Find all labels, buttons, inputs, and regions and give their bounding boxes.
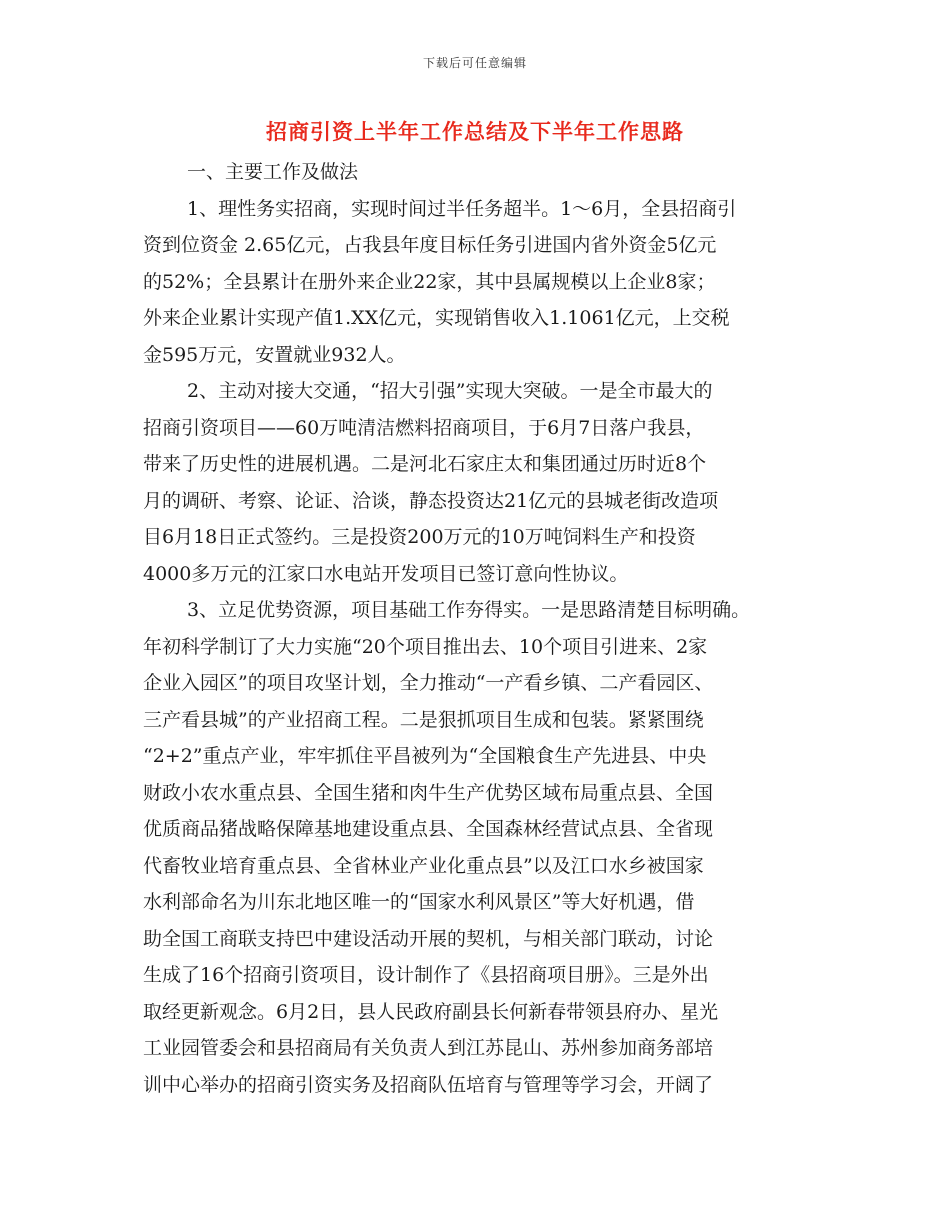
body-line: 优质商品猪战略保障基地建设重点县、全国森林经营试点县、全省现: [143, 818, 714, 840]
body-line: 财政小农水重点县、全国生猪和肉牛生产优势区域布局重点县、全国: [143, 781, 714, 804]
body-line: 外来企业累计实现产值1.XX亿元，实现销售收入1.1061亿元，上交税: [143, 307, 730, 329]
body-line: 4000多万元的江家口水电站开发项目已签订意向性协议。: [143, 562, 629, 585]
body-line: 招商引资项目——60万吨清洁燃料招商项目，于6月7日落户我县，: [143, 416, 705, 439]
body-line: 带来了历史性的进展机遇。二是河北石家庄太和集团通过历时近8个: [143, 453, 707, 475]
body-line: 训中心举办的招商引资实务及招商队伍培育与管理等学习会，开阔了: [143, 1073, 714, 1096]
header-note: 下载后可任意编辑: [422, 56, 527, 70]
body-line: 工业园管委会和县招商局有关负责人到江苏昆山、苏州参加商务部培: [143, 1037, 714, 1059]
body-line: 生成了16个招商引资项目，设计制作了《县招商项目册》。三是外出: [143, 964, 709, 986]
body-line: 金595万元，安置就业932人。: [143, 343, 406, 366]
body-line: 1、理性务实招商，实现时间过半任务超半。1～6月，全县招商引: [187, 197, 737, 220]
body-line: 企业入园区”的项目攻坚计划，全力推动“一产看乡镇、二产看园区、: [143, 672, 714, 694]
body-line: 资到位资金 2.65亿元，占我县年度目标任务引进国内省外资金5亿元: [143, 234, 717, 256]
document-body: [143, 154, 823, 1103]
body-line: 目6月18日正式签约。三是投资200万元的10万吨饲料生产和投资: [143, 526, 696, 548]
body-line: “2+2”重点产业，牢牢抓住平昌被列为“全国粮食生产先进县、中央: [143, 745, 707, 767]
body-line: 月的调研、考察、论证、洽谈，静态投资达21亿元的县城老街改造项: [143, 489, 719, 512]
body-line: 代畜牧业培育重点县、全省林业产业化重点县”以及江口水乡被国家: [143, 854, 704, 877]
body-line: 水利部命名为川东北地区唯一的“国家水利风景区”等大好机遇，借: [143, 891, 695, 913]
document-title: 招商引资上半年工作总结及下半年工作思路: [266, 119, 684, 144]
body-line: 3、立足优势资源，项目基础工作夯得实。一是思路清楚目标明确。: [187, 599, 751, 621]
body-line: 2、主动对接大交通，“招大引强”实现大突破。一是全市最大的: [187, 380, 713, 402]
body-line: 一、主要工作及做法: [187, 161, 359, 183]
body-line: 年初科学制订了大力实施“20个项目推出去、10个项目引进来、2家: [143, 635, 708, 658]
body-line: 取经更新观念。6月2日，县人民政府副县长何新春带领县府办、星光: [143, 1000, 719, 1023]
body-line: 的52%；全县累计在册外来企业22家，其中县属规模以上企业8家；: [143, 270, 716, 293]
body-line: 助全国工商联支持巴中建设活动开展的契机，与相关部门联动，讨论: [143, 927, 714, 950]
body-line: 三产看县城”的产业招商工程。二是狠抓项目生成和包装。紧紧围绕: [143, 708, 704, 731]
